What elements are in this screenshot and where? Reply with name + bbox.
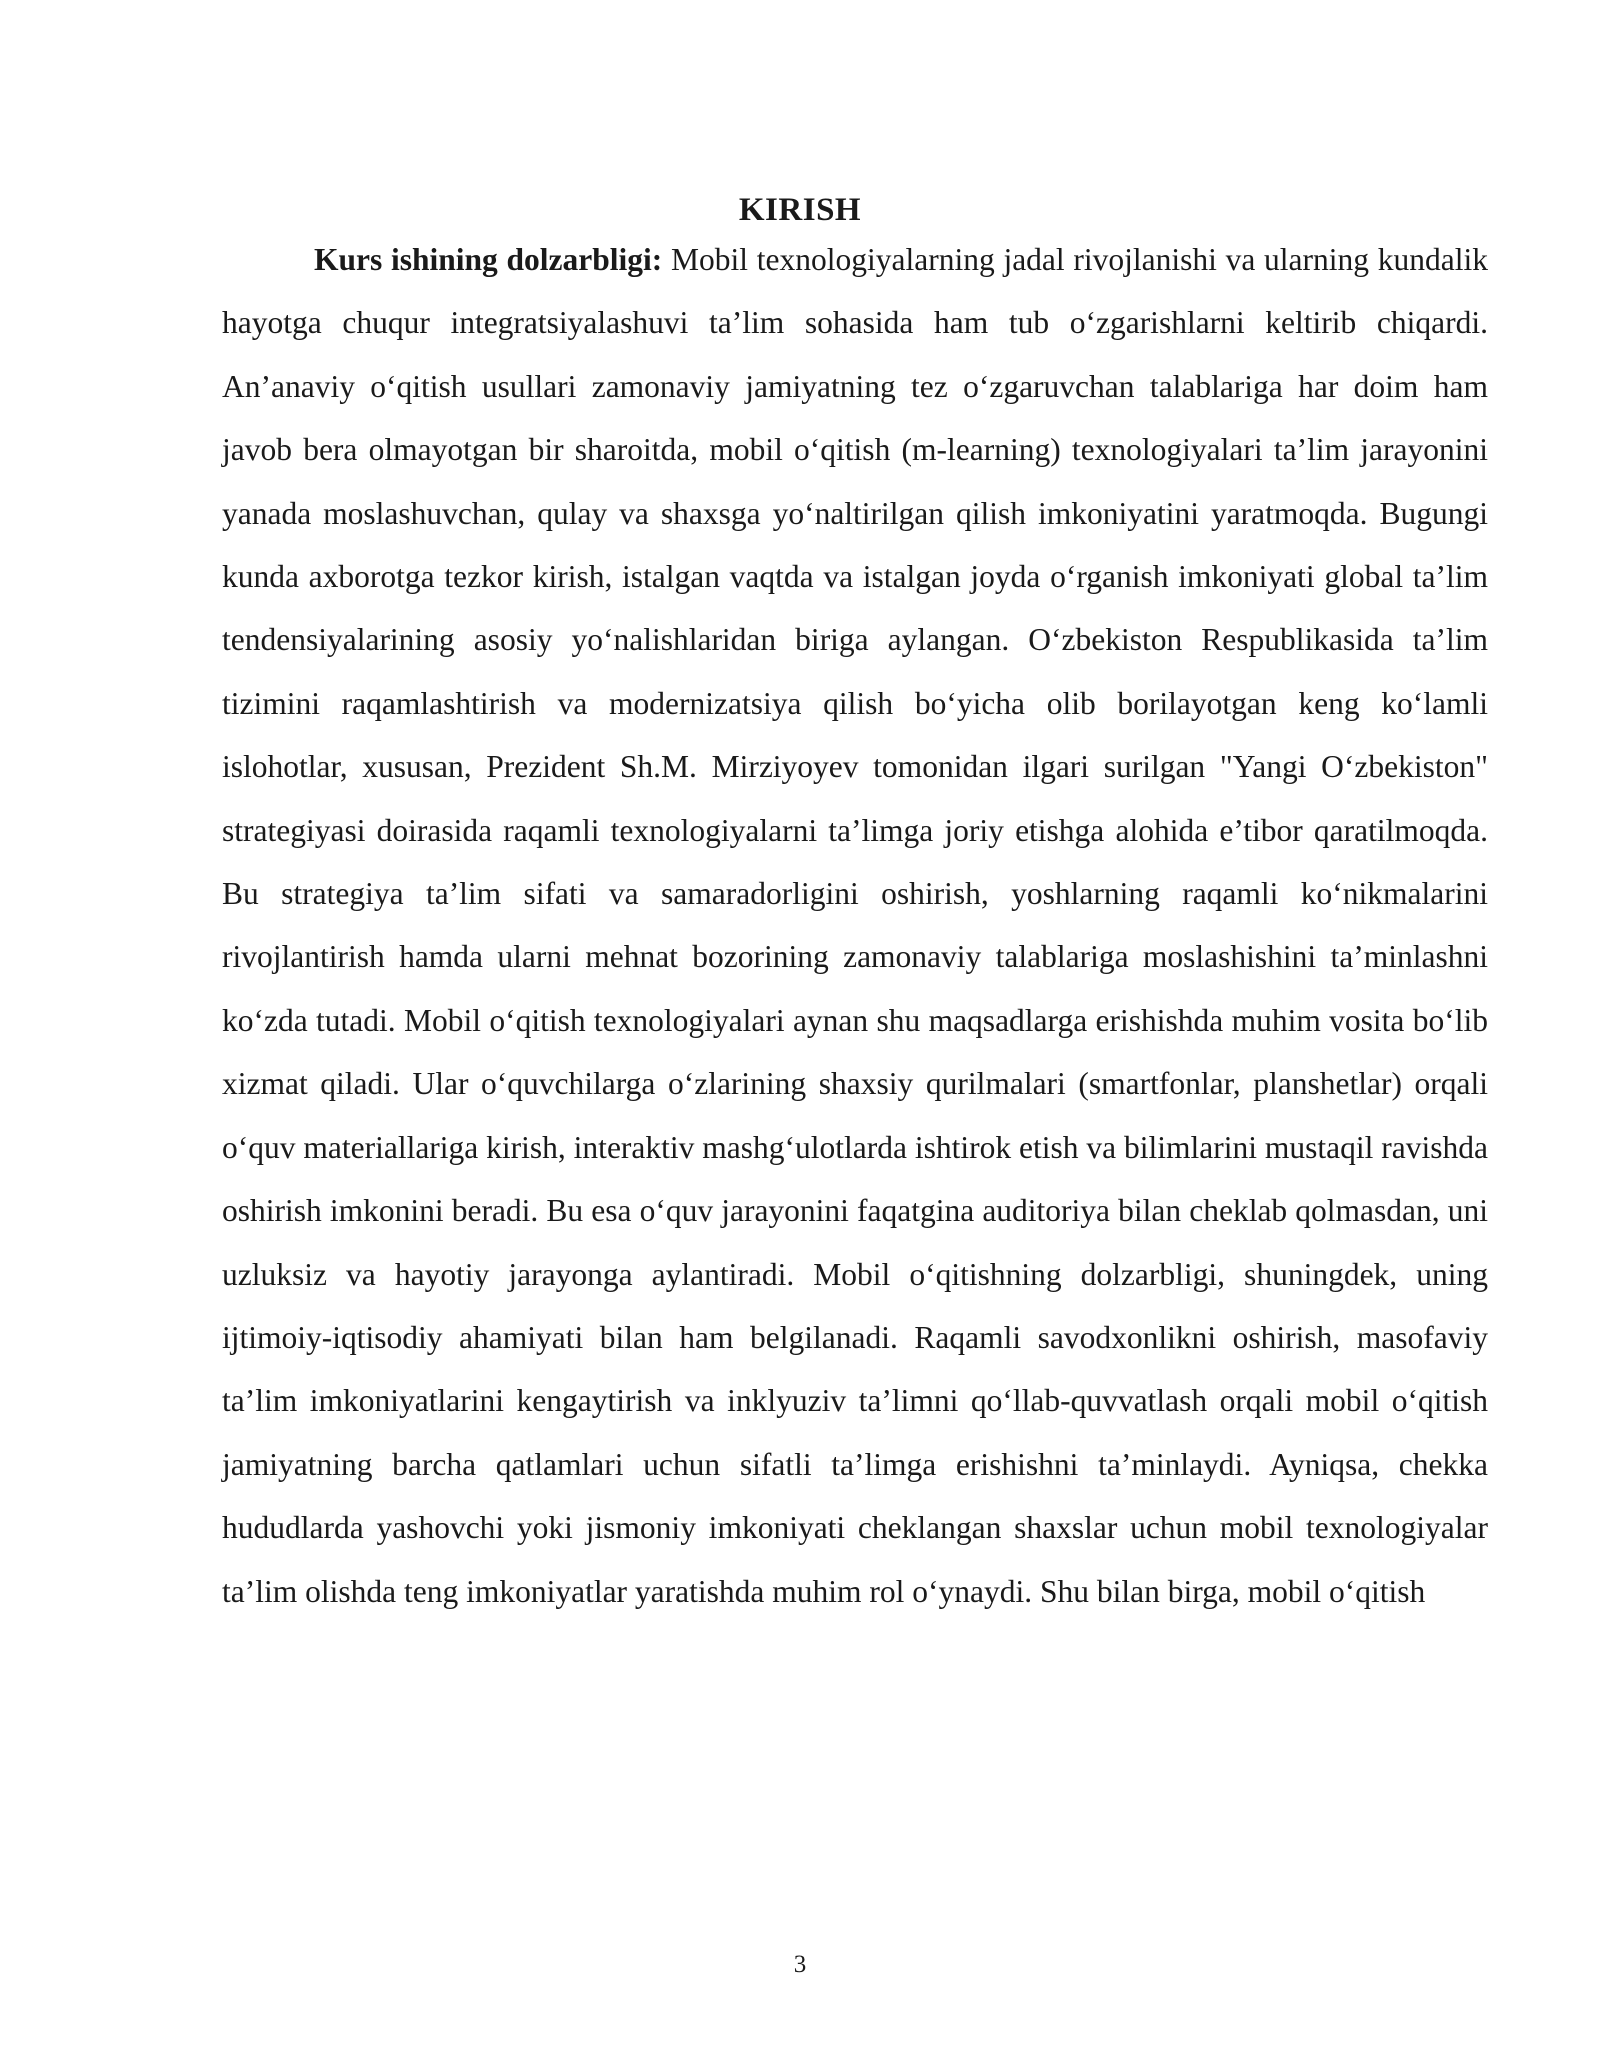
paragraph-lead: Kurs ishining dolzarbligi:: [314, 242, 663, 277]
section-heading: KIRISH: [738, 192, 862, 228]
body-paragraph: [222, 228, 1488, 1623]
paragraph-text: Mobil texnologiyalarning jadal rivojlanishi va ularning kundalik hayotga chuqur integratsiyalashuvi ta’lim sohasida ham tub o‘zgarishlarni keltirib chiqardi. An’anaviy o‘qitish usullari zamonaviy jamiyatning tez o‘zgaruvchan talablariga har doim ham javob bera olmayotgan bir sharoitda, mobil o‘qitish (m-learning) texnologiyalari ta’lim jarayonini yanada moslashuvchan, qulay va shaxsga yo‘naltirilgan qilish imkoniyatini yaratmoqda. Bugungi kunda axborotga tezkor kirish, istalgan vaqtda va istalgan joyda o‘rganish imkoniyati global ta’lim tendensiyalarining asosiy yo‘nalishlaridan biriga aylangan. O‘zbekiston Respublikasida ta’lim tizimini raqamlashtirish va modernizatsiya qilish bo‘yicha olib borilayotgan keng ko‘lamli islohotlar, xususan, Prezident Sh.M. Mirziyoyev tomonidan ilgari surilgan "Yangi O‘zbekiston" strategiyasi doirasida raqamli texnologiyalarni ta’limga joriy etishga alohida e’tibor qaratilmoqda. Bu strategiya ta’lim sifati va samaradorligini oshirish, yoshlarning raqamli ko‘nikmalarini rivojlantirish hamda ularni mehnat bozorining zamonaviy talablariga moslashishini ta’minlashni ko‘zda tutadi. Mobil o‘qitish texnologiyalari aynan shu maqsadlarga erishishda muhim vosita bo‘lib xizmat qiladi. Ular o‘quvchilarga o‘zlarining shaxsiy qurilmalari (smartfonlar, planshetlar) orqali o‘quv materiallariga kirish, interaktiv mashg‘ulotlarda ishtirok etish va bilimlarini mustaqil ravishda oshirish imkonini beradi. Bu esa o‘quv jarayonini faqatgina auditoriya bilan cheklab qolmasdan, uni uzluksiz va hayotiy jarayonga aylantiradi. Mobil o‘qitishning dolzarbligi, shuningdek, uning ijtimoiy-iqtisodiy ahamiyati bilan ham belgilanadi. Raqamli savodxonlikni oshirish, masofaviy ta’lim imkoniyatlarini kengaytirish va inklyuziv ta’limni qo‘llab-quvvatlash orqali mobil o‘qitish jamiyatning barcha qatlamlari uchun sifatli ta’limga erishishni ta’minlaydi. Ayniqsa, chekka hududlarda yashovchi yoki jismoniy imkoniyati cheklangan shaxslar uchun mobil texnologiyalar ta’lim olishda teng imkoniyatlar yaratishda muhim rol o‘ynaydi. Shu bilan birga, mobil o‘qitish: [222, 242, 1488, 1609]
page-number: 3: [793, 1951, 807, 1978]
